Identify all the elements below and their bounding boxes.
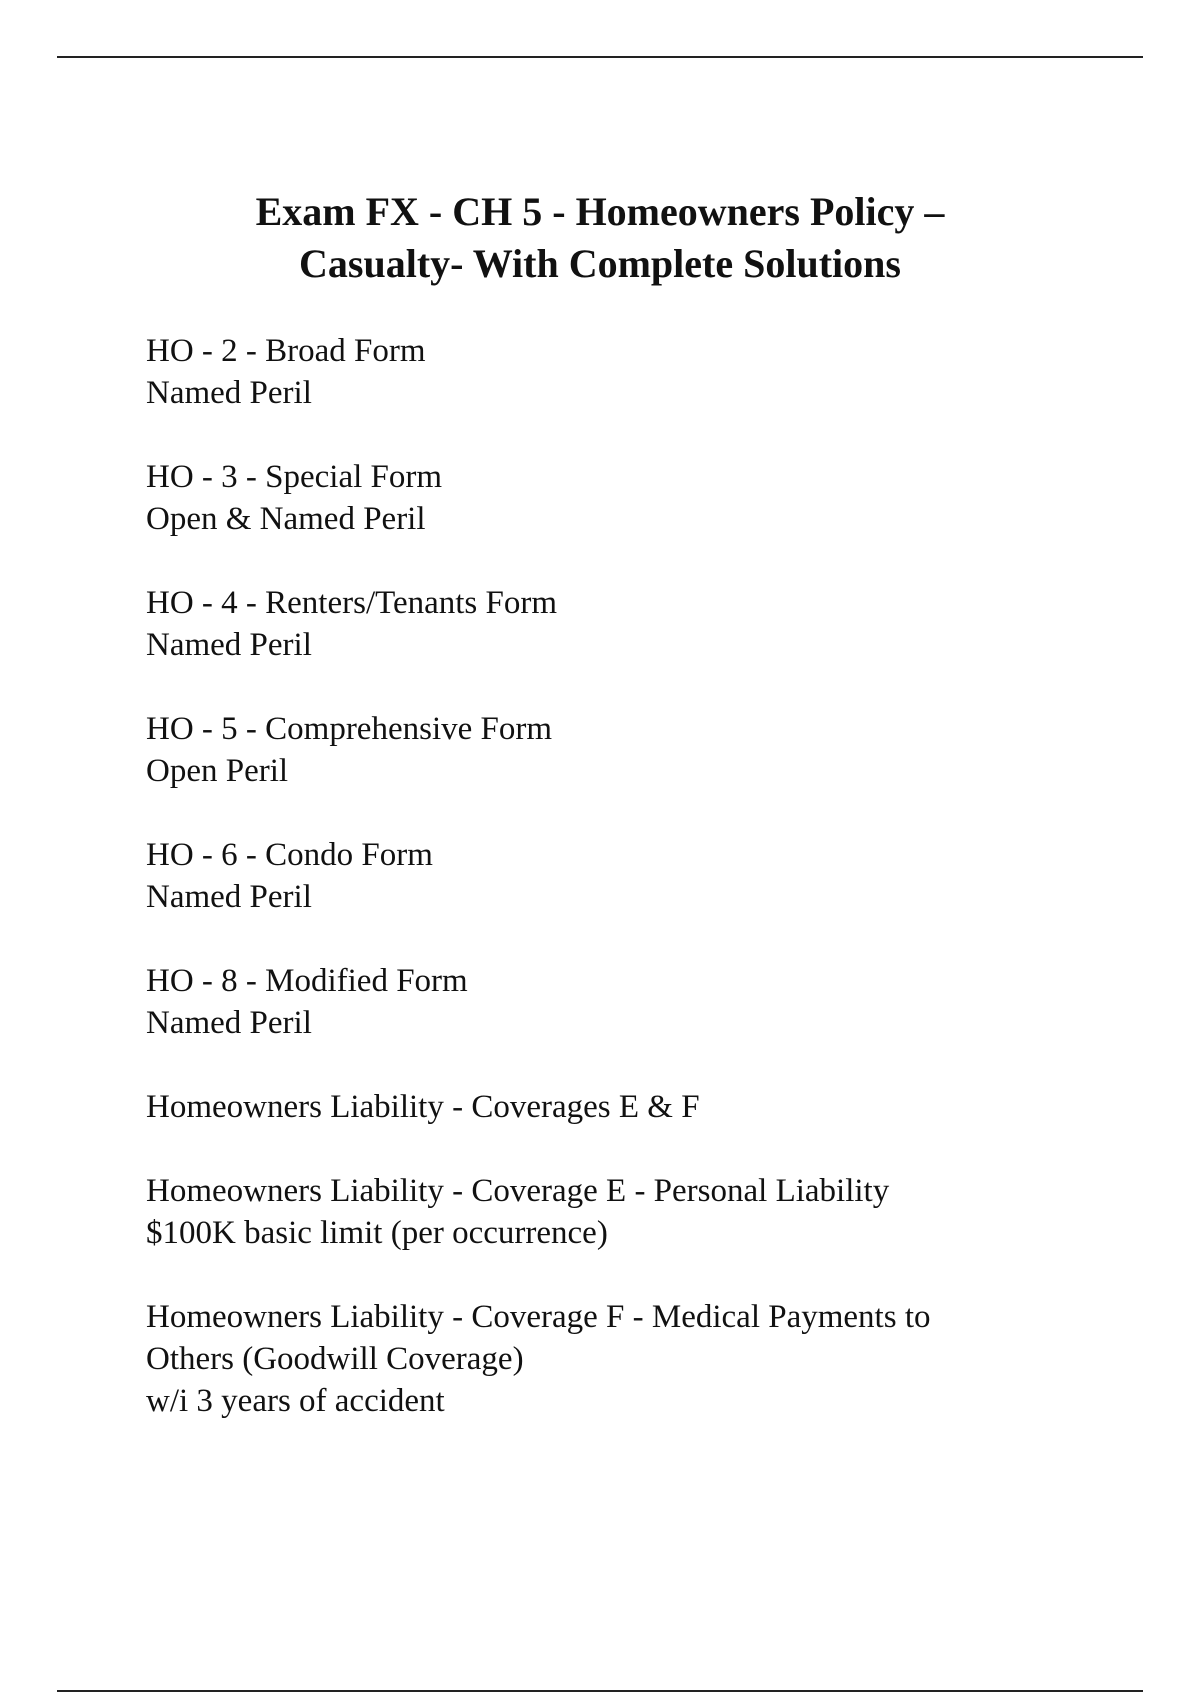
- entry-ho-3: [146, 456, 1046, 540]
- entry-term: HO - 8 - Modified Form: [146, 963, 468, 999]
- entry-term: Homeowners Liability - Coverage F - Medical Payments to: [146, 1299, 931, 1335]
- entry-definition: Named Peril: [146, 879, 312, 915]
- entry-definition: w/i 3 years of accident: [146, 1383, 445, 1419]
- top-rule: [57, 56, 1143, 58]
- entry-ho-5: [146, 708, 1046, 792]
- title-line-2: Casualty- With Complete Solutions: [299, 241, 901, 286]
- flashcard-list: [146, 330, 1046, 1464]
- entry-ho-4: [146, 582, 1046, 666]
- entry-term-continued: Others (Goodwill Coverage): [146, 1341, 524, 1377]
- entry-term: HO - 3 - Special Form: [146, 459, 443, 495]
- entry-ho-6: [146, 834, 1046, 918]
- page-title: [0, 186, 1200, 290]
- entry-ho-2: [146, 330, 1046, 414]
- entry-term: Homeowners Liability - Coverage E - Personal Liability: [146, 1173, 890, 1209]
- entry-term: Homeowners Liability - Coverages E & F: [146, 1089, 700, 1125]
- entry-definition: Open Peril: [146, 753, 289, 789]
- entry-definition: Named Peril: [146, 1005, 312, 1041]
- entry-definition: Named Peril: [146, 375, 312, 411]
- entry-term: HO - 5 - Comprehensive Form: [146, 711, 553, 747]
- entry-liability-coverages: [146, 1086, 1046, 1128]
- title-line-1: Exam FX - CH 5 - Homeowners Policy –: [255, 189, 945, 234]
- entry-term: HO - 4 - Renters/Tenants Form: [146, 585, 558, 621]
- entry-term: HO - 2 - Broad Form: [146, 333, 426, 369]
- entry-term: HO - 6 - Condo Form: [146, 837, 433, 873]
- entry-coverage-e: [146, 1170, 1046, 1254]
- entry-ho-8: [146, 960, 1046, 1044]
- bottom-rule: [57, 1690, 1143, 1692]
- entry-definition: Open & Named Peril: [146, 501, 426, 537]
- entry-coverage-f: [146, 1296, 1046, 1422]
- entry-definition: $100K basic limit (per occurrence): [146, 1215, 608, 1251]
- entry-definition: Named Peril: [146, 627, 312, 663]
